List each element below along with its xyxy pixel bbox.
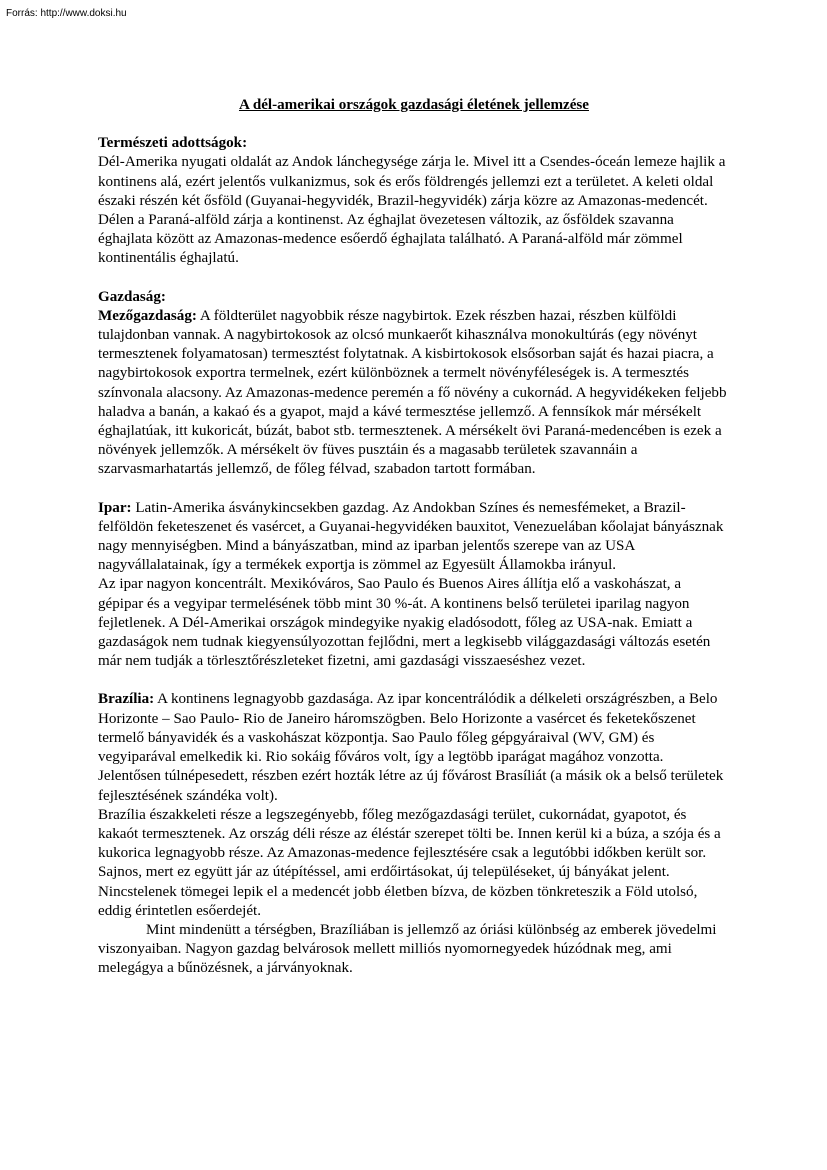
paragraph-industry [98, 499, 730, 576]
paragraph-brazil [98, 690, 730, 805]
paragraph-agriculture [98, 307, 730, 480]
section-heading-nature: Természeti adottságok: [98, 135, 248, 152]
paragraph-brazil-2: Brazília északkeleti része a legszegényebb, főleg mezőgazdasági terület, cukornádat, gyapotot, és kakaót termesztenek. Az ország déli része az éléstár szerepet tölti be. Innen kerül ki a búza, a szója és a kukorica legnagyobb része. Az Amazonas-medence fejlesztésére csak a legutóbbi időkben került sor. Sajnos, mert ez együtt jár az útépítéssel, ami erdőirtásokat, új településeket, új bányákat jelent. Nincstelenek tömegei lepik el a medencét jobb életben bízva, de közben tönkreteszik a Föld utolsó, eddig érintetlen esőerdejét. [98, 806, 721, 919]
paragraph-industry-2: Az ipar nagyon koncentrált. Mexikóváros, Sao Paulo és Buenos Aires állítja elő a vaskohászat, a gépipar és a vegyipar termelésének több mint 30 %-át. A kontinens belső területei iparilag nagyon fejletlenek. A Dél-Amerikai országok mindegyike nyakig eladósodott, főleg az USA-nak. Emiatt a gazdaságok nem tudnak kiegyensúlyozottan fejlődni, mert a legkisebb világgazdasági változás esetén már nem tudják a törlesztőrészleteket fizetni, ami gazdasági visszaeséshez vezet. [98, 576, 711, 670]
lead-industry: Ipar: [98, 499, 132, 516]
text-industry: Latin-Amerika ásványkincsekben gazdag. Az Andokban Színes és nemesfémeket, a Brazil-felföldön feketeszenet és vasércet, a Guyanai-hegyvidéken bauxitot, Venezuelában kőolajat bányásznak nagy mennyiségben. Mind a bányászatban, mind az iparban jelentős szerepe van az USA nagyvállalatainak, így a termékek exportja is zömmel az Egyesült Államokba irányul. [98, 499, 724, 574]
source-label: Forrás: http://www.doksi.hu [6, 8, 127, 19]
text-brazil: A kontinens legnagyobb gazdasága. Az ipar koncentrálódik a délkeleti országrészben, a Belo Horizonte – Sao Paulo- Rio de Janeiro háromszögben. Belo Horizonte a vasércet és feketekőszenet termelő bányavidék és a vaskohászat központja. Sao Paulo főleg gépgyáraival (WV, GM) és vegyiparával emelkedik ki. Rio sokáig főváros volt, így a legtöbb iparágat magához vonzotta. Jelentősen túlnépesedett, részben ezért hozták létre az új fővárost Brasíliát (a másik ok a belső területek fejlesztésének szándéka volt). [98, 691, 724, 804]
spacer [98, 269, 730, 288]
document-title: A dél-amerikai országok gazdasági életének jellemzése [238, 97, 589, 113]
paragraph-brazil-3: Mint mindenütt a térségben, Brazíliában is jellemző az óriási különbség az emberek jövedelmi viszonyaiban. Nagyon gazdag belvárosok mellett milliós nyomornegyedek húzódnak meg, ami melegágya a bűnözésnek, a járványoknak. [98, 921, 717, 977]
section-heading-economy: Gazdaság: [98, 288, 166, 305]
document-body [98, 96, 730, 979]
section-nature [98, 134, 730, 268]
text-agriculture: A földterület nagyobbik része nagybirtok. Ezek részben hazai, részben külföldi tulajdonban vannak. A nagybirtokosok az olcsó munkaerőt kihasználva monokultúrás (egy növényt termesztenek folyamatosan) termesztést folytatnak. A kisbirtokosok elsősorban saját és hazai piacra, a nagybirtokosok exportra termelnek, ezért különböznek a termelt növényféleségek is. A termesztés színvonala alacsony. Az Amazonas-medence peremén a fő növény a cukornád. A hegyvidékeken feljebb haladva a banán, a kakaó és a gyapot, majd a kávé termesztése jellemző. A fennsíkok már mérsékelt éghajlatúak, itt kukoricát, búzát, babot stb. termesztenek. A mérsékelt övi Paraná-medencében is ezek a növények jellemzők. A mérsékelt öv füves pusztáin és a magasabb területek szavannáin a szarvasmarhatartás jellemző, de főleg félvad, szabadon tartott formában. [98, 307, 727, 478]
lead-agriculture: Mezőgazdaság: [98, 307, 197, 324]
lead-brazil: Brazília: [98, 691, 155, 708]
section-economy [98, 288, 730, 979]
spacer [98, 671, 730, 690]
spacer [98, 480, 730, 499]
paragraph-nature: Dél-Amerika nyugati oldalát az Andok lánchegysége zárja le. Mivel itt a Csendes-óceán lemeze hajlik a kontinens alá, ezért jelentős vulkanizmus, sok és erős földrengés jellemzi ezt a területet. A keleti oldal északi részén két ősföld (Guyanai-hegyvidék, Brazil-hegyvidék) zárja közre az Amazonas-medencét. Délen a Paraná-alföld zárja a kontinenst. Az éghajlat övezetesen változik, az ősföldek szavanna éghajlata között az Amazonas-medence esőerdő éghajlata található. A Paraná-alföld már zömmel kontinentális éghajlatú. [98, 154, 726, 267]
